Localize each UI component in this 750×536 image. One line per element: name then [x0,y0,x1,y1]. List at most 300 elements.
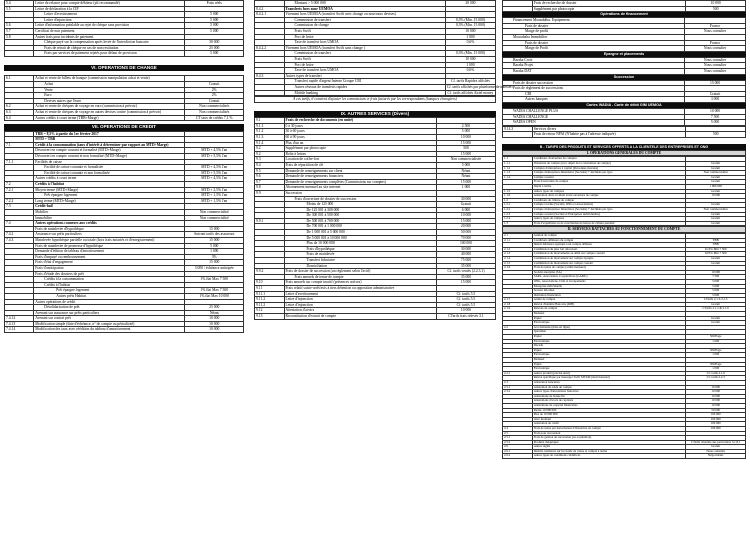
row-label: Electronique [532,339,686,344]
row-value: 0,3% (Min. 15 000) [445,51,495,57]
cartes-table [502,108,746,126]
row-value: 10 000 [686,385,746,390]
row-code [503,6,533,12]
tariff-row [503,221,746,226]
row-value: TBB [686,243,746,248]
row-label: Frais de mainlevée d'hypothèque [34,226,185,232]
row-code: 2.4 [503,426,533,431]
row-value: 500/Page [686,335,746,340]
row-label: Commission du plus fort découvert [532,247,686,252]
row-value: 5 000 [185,28,244,34]
row-label: Découvert en compte courant et non formalisé (MTD+Marge) [34,154,185,160]
row-code: 9.8 [255,185,285,191]
row-label: Services divers [532,126,686,132]
row-label: Mobilier [34,210,185,216]
tariff-row [503,6,746,12]
row-label: Frais de tenue de compte (arrêté mensuel) [532,266,686,271]
row-code: 9.6 [255,174,285,180]
row-label: Autres opérations de crédit [34,299,185,305]
row-value: 20 000 [445,1,495,7]
row-value: Gratuit [686,316,746,321]
row-value: 2% [185,87,244,93]
row-value: 500/Page [686,348,746,353]
row-code: 2.1.5 [503,261,533,266]
row-label: Montant > 5 000 000 [284,1,445,7]
row-code: 9.11 [255,286,285,292]
row-code: 9.1 [255,118,285,124]
row-label: Electronique [532,367,686,372]
row-code: 5.7 [5,28,34,34]
row-code [503,132,533,138]
row-label: Financement Moumbâbu. Equipement [503,18,685,24]
row-label: Frais d'impayé ou remboursement [34,254,185,260]
row-code: 2.3.2 [503,390,533,395]
row-label: Papier [532,316,686,321]
row-label: Modification des taux avec réédition du tableau d'amortissement [34,327,185,333]
row-value: CTarifs frais relevés 3.1 [436,313,495,319]
row-code: 7.4 [5,221,34,227]
misc-top-table [502,0,746,12]
row-value: MTD + 4,5% l'an [185,148,244,154]
row-code: 8.4.2.2 [255,45,285,51]
row-label: Commission de change [284,23,445,29]
row-code: 7.2.1 [5,187,34,193]
row-code: 2.6.1 [503,449,533,454]
row-label: Découvert en compte courant et formalisé (MTD+Marge) [34,148,185,154]
row-code: 9.3 [255,157,285,163]
row-label: Autres types de comptes [532,217,686,222]
row-label: Frais de dossier [503,40,685,46]
row-code: 2.6 [503,445,533,450]
row-label: Attestations d'accès de capitaux [532,399,686,404]
row-value: Gratuit [685,91,746,97]
row-value: 30 000 [436,196,495,202]
row-label: Frais par services de paiement rejetés pour défaut de provision [34,51,185,57]
row-label: Dépôt à terme [532,185,686,190]
row-label: Désolidarisation de prêt [34,305,185,311]
row-label: Reconstitution d'extrait de compte [284,313,436,319]
row-label: Compte d'entreprises financières (Sociales) + déclinais par type [532,171,686,176]
row-label: Frais d'ouverture de dossier de succession [284,196,436,202]
sub2-header: II. SERVICES RATTACHES AU FONCTIONNEMENT DU COMPTE [502,226,746,233]
row-value: 5 000 [185,12,244,18]
row-label: Conditions de clôture de compte [532,198,686,203]
row-value: Cf. tarifs 5.5 [436,297,495,303]
row-code: 1.2.2 [503,208,533,213]
row-value: 1 000 [185,249,244,255]
row-label: Autres types de comptes [532,189,686,194]
row-label: Compte courant (Société et Entreprises individuelles) [532,212,686,217]
row-label: Domiciliation [284,263,436,269]
row-label: Abonnement mensuel au site internet [284,185,436,191]
row-label: Frais d'état d'engagement [34,260,185,266]
row-label: Frais de recherche de dossier [532,1,686,7]
row-code: 2.1.7 [503,298,533,303]
row-code: 9.7 [255,179,285,185]
row-label: Chèque payé sur la compensation après levée de l'interdiction bancaire [34,40,185,46]
row-value: Cf. tarifs ventés (2.2.3.1) [436,269,495,275]
row-value: 2 500 [436,123,495,129]
row-value: 10 000 [185,316,244,322]
row-label: Moyen terme (MTD+Marge) [34,187,185,193]
row-code: 8.4.3 [255,73,285,79]
row-value: Cf. tarifs 5.5 [436,291,495,297]
row-value: 1 000 000 [686,185,746,190]
row-label: 30 à 60 jours [284,129,436,135]
row-label: Assurance sur prêts particuliers [34,232,185,238]
row-value: 15 000 [436,151,495,157]
row-value: 5 000 [686,289,746,294]
row-code: 8.4.2 [255,6,285,12]
transfers-table [254,0,513,96]
row-label: De 125 001 à 300 000 [284,207,436,213]
row-value: 5 000 [185,23,244,29]
row-code: 5.8 [5,34,34,40]
row-value: MTD + 4,5% l'an [185,165,244,171]
row-code: 2.2 [503,325,533,330]
row-code: 9.12 [255,308,285,314]
row-value: 10 000 [185,327,244,333]
row-label: Modification simple (date d'échéance, n° de compte ou périodicité) [34,321,185,327]
row-label: Gestion de compte [532,233,686,238]
row-value: 100 000 [686,426,746,431]
row-label: Crédits à l'habitat [34,182,185,188]
row-value: 3 000 / échéance anticipée [185,265,244,271]
tariff-row [503,132,746,138]
row-label: Crédits à l'habitat [34,282,185,288]
row-value: 0,05% Min 7 500 [686,252,746,257]
tariff-row [503,454,746,459]
row-value: 5 000 [436,162,495,168]
row-value: 5 000 [686,279,746,284]
row-value: MTD + 5,5% l'an [185,170,244,176]
row-label: Autres réglés [532,445,686,450]
row-label: Lettre d'avertissement [284,291,436,297]
row-value: 10 000 [686,403,746,408]
row-code: 7.2.2 [5,198,34,204]
row-label: Frais Swift [284,56,445,62]
row-code: 7.4.14 [5,327,34,333]
row-code: 9.11.2 [255,297,285,303]
row-label: Crédits à la consommation [34,277,185,283]
row-value: 10 000 [686,270,746,275]
row-value: Gratuit [185,98,244,104]
row-value: 5 000 [685,120,746,126]
row-label: Autres frais pour incidents de paiement [34,34,185,40]
row-value: 10 000 [445,56,495,62]
row-label: CBI [503,91,685,97]
row-label: Port de lettre [284,34,445,40]
row-label: Frais de recherche de documents (en unité) [284,118,436,124]
row-label: Commission de transfert [284,51,445,57]
row-label: Frais relatif saisie-arrêt/avis à tiers détention ou opposition administrative [284,286,436,292]
row-value: Cf. tarifs affichés par plateforme de transfert [446,84,513,89]
row-value: Gratuit [686,302,746,307]
row-value: 10 000 [686,394,746,399]
change-table [4,75,244,121]
column-left [4,0,244,536]
row-value: Nous consulter [685,68,746,74]
row-label: Crédit à la consommation (taux d'intérêt à déterminer par rapport au MTD+Marge) [34,142,185,148]
row-label: Frais de retour NPAI (N'habite pas à l'adresse indiquée) [532,132,686,138]
row-label: Devises autres que l'euro [34,98,185,104]
row-label: A la demande (mise en ligne) [532,325,686,330]
row-code: 2.6.2 [503,454,533,459]
row-value: 40 000 [436,252,495,258]
row-code: 6.4 [5,115,34,121]
row-value: Gratuit [686,321,746,326]
row-code: 9.9.2 [255,269,285,275]
row-label: Marge de profit [503,29,685,35]
row-label: Papier [532,348,686,353]
row-value: CTarifs 2.1.3-2.1.5 [686,298,746,303]
row-value: MTD + 2,5% l'an [185,187,244,193]
row-code: 7.4.2 [5,232,34,238]
row-label: Commission de mouvement sur compte courant [532,261,686,266]
row-label: Crédit-bail [34,204,185,210]
row-label: Certificat de non paiement [34,28,185,34]
row-value: 1 000 [445,62,495,68]
row-label: Commission de transfert [284,17,445,23]
row-value: Nous consulter [685,29,746,35]
row-label: Transfert fiduciaire [284,258,436,264]
tariff-row [503,68,746,74]
row-code: 2.1.1 [503,238,533,243]
row-code: 7.2 [5,182,34,188]
row-label: Relevé d'identité Bancaire (RIB) [532,302,686,307]
row-value: Gratuit [686,175,746,180]
row-value: 30 000 [436,246,495,252]
row-code: 9.10 [255,280,285,286]
tariff-row [5,51,244,57]
row-value: Nous consulter [685,57,746,63]
row-label: Attestation bancaires [532,380,686,385]
row-code: 9.1.4 [255,140,285,146]
row-value: 25 000 [185,45,244,51]
row-label: Lettre d'avertissement [34,12,185,18]
row-value: Non commercialisés [185,104,244,110]
row-value: CT taux de crédits 7,1 % [185,115,244,121]
row-label: Immobilier [34,215,185,221]
row-label: Lettre d'information préalable au rejet de chèque sans provision [34,23,185,29]
row-value: 1 000 [445,34,495,40]
column-right [502,0,746,536]
row-label: Taxe de transfert hors UMOA [284,68,445,74]
row-value: 50 000 [436,230,495,236]
row-value: MTD + 1,5% l'an [185,198,244,204]
row-value: 7 500 [686,275,746,280]
row-value: 15 000 [185,226,244,232]
row-label: Produits chéquiques [532,440,686,445]
row-value: Gratuit [686,166,746,171]
row-label: Frais d'ouverture de compte [532,180,686,185]
row-code: 1.2.4 [503,217,533,222]
row-label: Demande de renseignements sur client [284,168,436,174]
row-label: Papier [532,362,686,367]
row-label: Frais pour succession [532,431,686,436]
row-label: TBB = 8,5% à partir du 1er février 2017 [34,131,185,137]
sub1-header: I. OPERATIONS GENERALES DU COMPTE [502,150,746,157]
row-label: Autres prêts Habitat [34,293,185,299]
row-label: Lettre de déclaration à la CIP [34,6,185,12]
row-label: Long terme (MTD+Marge) [34,198,185,204]
row-label: Demande de renseignements financiers [284,174,436,180]
row-value: 3% [185,254,244,260]
row-code: 2.5.2 [503,440,533,445]
row-label: Frais annuels sur compte inactif (présences actives) [284,280,436,286]
row-value: Cf. tarifs 5.5 [436,302,495,308]
row-label: Comptes d'entreprises à capital (Personnes morales) [532,166,686,171]
row-label: Lettre d'injonction [284,302,436,308]
row-value: Nous consulter [685,46,746,52]
row-value: 5 000 [686,293,746,298]
row-code: 5.6 [5,23,34,29]
row-value: 10 000 [436,134,495,140]
row-value: CC tarifs 2.2.3 [686,376,746,381]
row-label: Frais de dossier [503,23,685,29]
row-label: Compte courant [532,175,686,180]
tariff-row [503,46,746,52]
row-code: 9.11.1 [255,291,285,297]
row-label: Baraka Projet [503,63,685,69]
row-label: Frais d'étude des dossiers de prêt [34,271,185,277]
row-value: 6 000 [436,207,495,213]
row-label: Taxe de transfert hors UMOA [284,40,445,46]
row-label: Arrêté de compte [532,298,686,303]
row-value: Gratuit [686,445,746,450]
row-code: 1.1.4 [503,175,533,180]
row-code [255,90,285,96]
row-label: Autres types de transfert [284,73,445,79]
row-value: 35 000 [436,263,495,269]
row-value: 1% flat Max 7 500 [185,277,244,283]
row-label: Marge de Profit [503,46,685,52]
row-code: 9.9.1 [255,218,285,224]
row-code: 9.9 [255,190,285,196]
row-value: Non commercialisé [185,210,244,216]
row-code: 2.3.1 [503,385,533,390]
row-value: 15 000 [436,218,495,224]
row-label: Mensuel [532,358,686,363]
row-value: Nous consulter [686,449,746,454]
financement-table [502,17,746,52]
tariff-row [503,97,746,103]
row-value: 10 000 [686,194,746,199]
row-label: Décade [532,344,686,349]
row-value: 1 000 [686,339,746,344]
row-value: 500/Page [686,362,746,367]
row-label: Moins de 125 000 [284,202,436,208]
tariff-row [5,327,244,333]
row-code: 9.5 [255,168,285,174]
row-code: 9.14.3 [503,126,533,132]
row-label: Lettre d'injonction [34,17,185,23]
row-label: Demande de renseignements complètes (Commissions sur comptes) [284,179,436,185]
row-code: 5.5 [5,6,34,12]
row-code: 2.1.4 [503,256,533,261]
row-label: Société anonyme (SA) [532,270,686,275]
row-label: Conditions d'ouverture de comptes [532,157,686,162]
group-financement-header: Opérations de financement [502,12,746,17]
row-value: 25 000 [185,305,244,311]
row-code: 1.2.1 [503,203,533,208]
row-label: Lettre d'injonction [284,297,436,303]
row-value: Non commercialisé [686,208,746,213]
row-label: Achat et vente de billets de banque (commission manipulation achat et vente) [34,76,185,82]
row-value: 15 000 [436,140,495,146]
row-value: 3 000 [685,97,746,103]
row-label: Frais Swift [284,28,445,34]
row-label: Boîte à lettres [284,151,436,157]
row-value: 500 [686,132,746,138]
row-code: 2.1.6 [503,266,533,271]
row-label: Prêt épargne logement [34,288,185,294]
row-label: Mainlevée hypothèque partielle ou totale (hors frais notariés et d'enregistrement) [34,237,185,243]
row-value: 10 000 [686,390,746,395]
row-label: 60 à 90 jours [284,134,436,140]
row-code: 9.11.2 [255,302,285,308]
row-value: 5 000 [686,284,746,289]
row-label: De 700 001 à 1 000 000 [284,224,436,230]
row-label: Frais de mainlevée [284,252,436,258]
row-value: Franco [685,23,746,29]
row-label: Moins 10 000 000 [532,408,686,413]
row-code: 2.1.3 [503,252,533,257]
change-section-header: VI. OPERATIONS DE CHANGE [4,65,244,72]
row-label: Frais de répartition de clé [284,162,436,168]
row-label: Attestations de capacité financières [532,403,686,408]
operations-generales-table [502,156,746,226]
row-label: Entreprise individuelle [532,284,686,289]
row-code: 2.1 [503,233,533,238]
row-value: CC tarifs 2.1.6 [686,371,746,376]
row-value: 10 000 [445,28,495,34]
row-value: Gratuit [686,256,746,261]
row-code: 2.1.9 [503,307,533,312]
row-label: Succession [284,190,436,196]
row-code: 7.4.3 [5,237,34,243]
row-value: 100 000 [436,241,495,247]
row-label: Achat [34,82,185,88]
row-code: 7.4.13 [5,321,34,327]
row-code: 5.4 [5,1,34,7]
credit-table [4,131,244,333]
row-code: 2.1.2 [503,247,533,252]
row-value: 10 000 [686,1,746,7]
row-value: CTarifs clientèle des particuliers 3.1.8.1 [686,440,746,445]
row-code: 7.1 [5,142,34,148]
row-value: MTD + 5,5% l'an [185,154,244,160]
row-label: Autres types de conditions créditrices [532,454,686,459]
row-value: 0,3% (Min. 15 000) [445,23,495,29]
row-label: Plus de 10 000 000 [532,413,686,418]
row-value: 15 000 [436,179,495,185]
row-code: 7.3 [5,204,34,210]
tariff-row [5,154,244,160]
row-value: 100 000 [686,413,746,418]
row-label: Vente [34,87,185,93]
group-succession-header: Succession [502,75,746,80]
tariff-row [5,115,244,121]
row-label: Transfert rapide d'argent Interne Groupe CBI [284,79,445,85]
row-label: Attestations de bonne fin [532,394,686,399]
row-label: Autres types d'attestations bancaires [532,390,686,395]
row-label: Relevé spécifique par messager Swift MT940 (mail mensuel) [532,376,686,381]
row-label: Lettre de relance pour compte débiteur (pli recommandé) [34,1,185,7]
row-code: 1.1.6 [503,194,533,199]
row-label: Avec montant [532,417,686,422]
row-code: 9.2 [255,146,285,152]
